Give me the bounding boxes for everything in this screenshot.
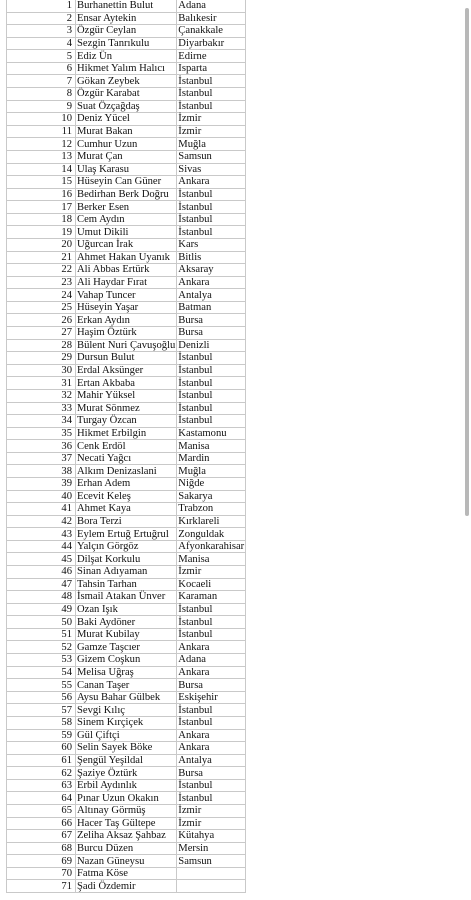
name-cell[interactable]: Cem Aydın xyxy=(76,213,177,226)
name-cell[interactable]: Alkım Denizaslani xyxy=(76,465,177,478)
table-row xyxy=(7,327,246,340)
table-row xyxy=(7,352,246,365)
name-cell[interactable]: Tahsin Tarhan xyxy=(76,578,177,591)
row-number-cell[interactable]: 19 xyxy=(7,226,76,239)
name-cell[interactable]: Ecevit Keleş xyxy=(76,490,177,503)
row-number-cell[interactable]: 26 xyxy=(7,314,76,327)
city-cell[interactable]: Bursa xyxy=(177,314,246,327)
city-cell[interactable]: Adana xyxy=(177,654,246,667)
name-cell[interactable]: Ulaş Karasu xyxy=(76,163,177,176)
name-cell[interactable]: Yalçın Görgöz xyxy=(76,540,177,553)
table-row xyxy=(7,377,246,390)
row-number-cell[interactable]: 24 xyxy=(7,289,76,302)
city-cell[interactable] xyxy=(177,867,246,880)
table-row xyxy=(7,238,246,251)
city-cell[interactable]: İstanbul xyxy=(177,628,246,641)
row-number-cell[interactable]: 44 xyxy=(7,540,76,553)
city-cell[interactable]: Muğla xyxy=(177,138,246,151)
city-cell[interactable]: Sivas xyxy=(177,163,246,176)
name-cell[interactable]: Cumhur Uzun xyxy=(76,138,177,151)
name-cell[interactable]: Umut Dikili xyxy=(76,226,177,239)
city-cell[interactable]: Kars xyxy=(177,238,246,251)
table-row xyxy=(7,25,246,38)
name-cell[interactable]: Şadi Özdemir xyxy=(76,880,177,893)
table-row xyxy=(7,477,246,490)
row-number-cell[interactable]: 9 xyxy=(7,100,76,113)
city-cell[interactable]: Manisa xyxy=(177,440,246,453)
name-cell[interactable]: Murat Sönmez xyxy=(76,402,177,415)
table-row xyxy=(7,100,246,113)
name-cell[interactable]: Eylem Ertuğ Ertuğrul xyxy=(76,528,177,541)
row-number-cell[interactable]: 47 xyxy=(7,578,76,591)
table-row xyxy=(7,553,246,566)
city-cell[interactable]: İzmir xyxy=(177,566,246,579)
row-number-cell[interactable]: 5 xyxy=(7,50,76,63)
row-number-cell[interactable]: 34 xyxy=(7,415,76,428)
table-row xyxy=(7,37,246,50)
table-row xyxy=(7,62,246,75)
table-row xyxy=(7,226,246,239)
row-number-cell[interactable]: 62 xyxy=(7,767,76,780)
name-cell[interactable]: Özgür Karabat xyxy=(76,88,177,101)
name-cell[interactable]: Necati Yağcı xyxy=(76,452,177,465)
city-cell[interactable]: İstanbul xyxy=(177,415,246,428)
city-cell[interactable]: Niğde xyxy=(177,477,246,490)
table-row xyxy=(7,566,246,579)
city-cell[interactable]: İstanbul xyxy=(177,704,246,717)
name-cell[interactable]: Sevgi Kılıç xyxy=(76,704,177,717)
row-number-cell[interactable]: 35 xyxy=(7,427,76,440)
name-cell[interactable]: Dilşat Korkulu xyxy=(76,553,177,566)
table-row xyxy=(7,125,246,138)
row-number-cell[interactable]: 57 xyxy=(7,704,76,717)
city-cell[interactable]: Bursa xyxy=(177,679,246,692)
table-row xyxy=(7,805,246,818)
table-row xyxy=(7,616,246,629)
name-cell[interactable]: Zeliha Aksaz Şahbaz xyxy=(76,830,177,843)
name-cell[interactable]: Murat Bakan xyxy=(76,125,177,138)
row-number-cell[interactable]: 12 xyxy=(7,138,76,151)
city-cell[interactable]: İstanbul xyxy=(177,201,246,214)
city-cell[interactable]: Ankara xyxy=(177,729,246,742)
row-number-cell[interactable]: 55 xyxy=(7,679,76,692)
name-cell[interactable]: Gamze Taşcıer xyxy=(76,641,177,654)
row-number-cell[interactable]: 64 xyxy=(7,792,76,805)
city-cell[interactable]: Mersin xyxy=(177,842,246,855)
table-row xyxy=(7,201,246,214)
table-row xyxy=(7,679,246,692)
name-cell[interactable]: Murat Kubilay xyxy=(76,628,177,641)
row-number-cell[interactable]: 33 xyxy=(7,402,76,415)
row-number-cell[interactable]: 20 xyxy=(7,238,76,251)
table-row xyxy=(7,691,246,704)
name-cell[interactable]: Burhanettin Bulut xyxy=(76,0,177,12)
name-cell[interactable]: Gizem Coşkun xyxy=(76,654,177,667)
name-cell[interactable]: Pınar Uzun Okakın xyxy=(76,792,177,805)
city-cell[interactable]: İstanbul xyxy=(177,226,246,239)
name-cell[interactable]: Hikmet Erbilgin xyxy=(76,427,177,440)
name-cell[interactable]: Haşim Öztürk xyxy=(76,327,177,340)
city-cell[interactable]: Ankara xyxy=(177,176,246,189)
city-cell[interactable]: Kocaeli xyxy=(177,578,246,591)
row-number-cell[interactable]: 69 xyxy=(7,855,76,868)
city-cell[interactable]: İstanbul xyxy=(177,88,246,101)
name-cell[interactable]: Şaziye Öztürk xyxy=(76,767,177,780)
city-cell[interactable]: Bursa xyxy=(177,327,246,340)
table-row xyxy=(7,113,246,126)
name-cell[interactable]: Erkan Aydın xyxy=(76,314,177,327)
name-cell[interactable]: Hüseyin Can Güner xyxy=(76,176,177,189)
city-cell[interactable]: Çanakkale xyxy=(177,25,246,38)
row-number-cell[interactable]: 27 xyxy=(7,327,76,340)
table-row xyxy=(7,75,246,88)
row-number-cell[interactable]: 58 xyxy=(7,716,76,729)
name-cell[interactable]: Ozan Işık xyxy=(76,603,177,616)
name-cell[interactable]: Baki Aydöner xyxy=(76,616,177,629)
table-row xyxy=(7,742,246,755)
name-cell[interactable]: Ahmet Hakan Uyanık xyxy=(76,251,177,264)
table-row xyxy=(7,188,246,201)
row-number-cell[interactable]: 43 xyxy=(7,528,76,541)
row-number-cell[interactable]: 3 xyxy=(7,25,76,38)
name-cell[interactable]: Özgür Ceylan xyxy=(76,25,177,38)
row-number-cell[interactable]: 10 xyxy=(7,113,76,126)
row-number-cell[interactable]: 63 xyxy=(7,779,76,792)
name-cell[interactable]: Ediz Ün xyxy=(76,50,177,63)
city-cell[interactable]: Samsun xyxy=(177,150,246,163)
city-cell[interactable]: Balıkesir xyxy=(177,12,246,25)
name-cell[interactable]: Fatma Köse xyxy=(76,867,177,880)
city-cell[interactable]: Trabzon xyxy=(177,503,246,516)
city-cell[interactable]: Bitlis xyxy=(177,251,246,264)
table-row xyxy=(7,264,246,277)
row-number-cell[interactable]: 36 xyxy=(7,440,76,453)
city-cell[interactable]: Ankara xyxy=(177,641,246,654)
table-row xyxy=(7,729,246,742)
name-cell[interactable]: Suat Özçağdaş xyxy=(76,100,177,113)
city-cell[interactable]: İstanbul xyxy=(177,616,246,629)
table-row xyxy=(7,754,246,767)
table-row xyxy=(7,641,246,654)
table-row xyxy=(7,666,246,679)
city-cell[interactable]: Kırklareli xyxy=(177,515,246,528)
name-cell[interactable]: Bülent Nuri Çavuşoğlu xyxy=(77,339,176,351)
table-row xyxy=(7,88,246,101)
row-number-cell[interactable]: 59 xyxy=(7,729,76,742)
city-cell[interactable]: İzmir xyxy=(177,817,246,830)
city-cell[interactable]: Antalya xyxy=(177,289,246,302)
row-number-cell[interactable]: 13 xyxy=(7,150,76,163)
row-number-cell[interactable]: 8 xyxy=(7,88,76,101)
name-cell[interactable]: Erhan Adem xyxy=(76,477,177,490)
row-number-cell[interactable]: 66 xyxy=(7,817,76,830)
row-number-cell[interactable]: 40 xyxy=(7,490,76,503)
table-row xyxy=(7,50,246,63)
city-cell[interactable]: Diyarbakır xyxy=(177,37,246,50)
city-cell[interactable]: İstanbul xyxy=(177,792,246,805)
city-cell[interactable] xyxy=(177,880,246,893)
row-number-cell[interactable]: 37 xyxy=(7,452,76,465)
row-number-cell[interactable]: 31 xyxy=(7,377,76,390)
name-cell[interactable]: Bora Terzi xyxy=(76,515,177,528)
city-cell[interactable]: Ankara xyxy=(177,276,246,289)
row-number-cell[interactable]: 22 xyxy=(7,264,76,277)
row-number-cell[interactable]: 65 xyxy=(7,805,76,818)
city-cell[interactable]: İstanbul xyxy=(177,377,246,390)
table-row xyxy=(7,578,246,591)
name-cell[interactable]: Erdal Aksünger xyxy=(76,364,177,377)
vertical-scrollbar[interactable] xyxy=(465,0,469,900)
table-row xyxy=(7,301,246,314)
city-cell[interactable]: Kastamonu xyxy=(177,427,246,440)
city-cell[interactable]: Ankara xyxy=(177,742,246,755)
row-number-cell[interactable]: 1 xyxy=(7,0,76,12)
row-number-cell[interactable]: 67 xyxy=(7,830,76,843)
row-number-cell[interactable]: 54 xyxy=(7,666,76,679)
row-number-cell[interactable]: 6 xyxy=(7,62,76,75)
table-row xyxy=(7,339,246,352)
row-number-cell[interactable]: 51 xyxy=(7,628,76,641)
row-number-cell[interactable]: 48 xyxy=(7,591,76,604)
city-cell[interactable]: İstanbul xyxy=(177,389,246,402)
row-number-cell[interactable]: 7 xyxy=(7,75,76,88)
row-number-cell[interactable]: 46 xyxy=(7,566,76,579)
city-cell[interactable]: Zonguldak xyxy=(177,528,246,541)
name-cell[interactable]: Hüseyin Yaşar xyxy=(76,301,177,314)
row-number-cell[interactable]: 30 xyxy=(7,364,76,377)
row-number-cell[interactable]: 11 xyxy=(7,125,76,138)
name-cell[interactable]: Sinem Kırçiçek xyxy=(76,716,177,729)
row-number-cell[interactable]: 4 xyxy=(7,37,76,50)
city-cell[interactable]: İstanbul xyxy=(177,213,246,226)
city-cell[interactable]: İstanbul xyxy=(177,402,246,415)
city-cell[interactable]: İzmir xyxy=(177,125,246,138)
name-cell[interactable]: Şengül Yeşildal xyxy=(76,754,177,767)
row-number-cell[interactable]: 68 xyxy=(7,842,76,855)
table-row xyxy=(7,515,246,528)
city-cell[interactable]: İstanbul xyxy=(177,75,246,88)
city-cell[interactable]: Sakarya xyxy=(177,490,246,503)
table-row xyxy=(7,314,246,327)
row-number-cell[interactable]: 60 xyxy=(7,742,76,755)
name-cell[interactable]: Uğurcan İrak xyxy=(76,238,177,251)
table-row xyxy=(7,213,246,226)
row-number-cell[interactable]: 23 xyxy=(7,276,76,289)
row-number-cell[interactable]: 45 xyxy=(7,553,76,566)
name-cell[interactable]: Dursun Bulut xyxy=(76,352,177,365)
name-cell[interactable]: Mahir Yüksel xyxy=(76,389,177,402)
table-row xyxy=(7,767,246,780)
city-cell[interactable]: Muğla xyxy=(177,465,246,478)
table-row xyxy=(7,867,246,880)
row-number-cell[interactable]: 50 xyxy=(7,616,76,629)
table-row xyxy=(7,276,246,289)
table-row xyxy=(7,591,246,604)
table-row xyxy=(7,251,246,264)
table-row xyxy=(7,415,246,428)
city-cell[interactable]: Antalya xyxy=(177,754,246,767)
table-row xyxy=(7,440,246,453)
row-number-cell[interactable]: 28 xyxy=(7,339,76,352)
table-row xyxy=(7,389,246,402)
table-row xyxy=(7,427,246,440)
row-number-cell[interactable]: 61 xyxy=(7,754,76,767)
city-cell[interactable]: İstanbul xyxy=(177,100,246,113)
table-row xyxy=(7,603,246,616)
name-cell[interactable]: Murat Çan xyxy=(76,150,177,163)
city-cell[interactable]: İstanbul xyxy=(177,779,246,792)
table-row xyxy=(7,716,246,729)
name-cell[interactable]: Burcu Düzen xyxy=(76,842,177,855)
name-cell[interactable]: Gül Çiftçi xyxy=(76,729,177,742)
table-row xyxy=(7,855,246,868)
name-cell[interactable]: Cenk Erdöl xyxy=(76,440,177,453)
name-cell[interactable]: Sezgin Tanrıkulu xyxy=(76,37,177,50)
city-cell[interactable]: İzmir xyxy=(177,113,246,126)
name-cell[interactable]: Sinan Adıyaman xyxy=(76,566,177,579)
name-cell[interactable]: Ali Haydar Fırat xyxy=(76,276,177,289)
city-cell[interactable]: İstanbul xyxy=(177,716,246,729)
name-list-table xyxy=(6,0,246,893)
name-cell[interactable]: Bedirhan Berk Doğru xyxy=(76,188,177,201)
city-cell[interactable]: İstanbul xyxy=(177,603,246,616)
table-row xyxy=(7,0,246,12)
city-cell[interactable]: İstanbul xyxy=(177,352,246,365)
table-row xyxy=(7,503,246,516)
city-cell[interactable]: Aksaray xyxy=(177,264,246,277)
table-row xyxy=(7,704,246,717)
city-cell[interactable]: İstanbul xyxy=(177,364,246,377)
table-row xyxy=(7,12,246,25)
name-cell[interactable]: Berker Esen xyxy=(76,201,177,214)
row-number-cell[interactable]: 53 xyxy=(7,654,76,667)
row-number-cell[interactable]: 39 xyxy=(7,477,76,490)
table-row xyxy=(7,402,246,415)
name-cell[interactable]: Erbil Aydınlık xyxy=(76,779,177,792)
name-cell[interactable]: Hikmet Yalım Halıcı xyxy=(76,62,177,75)
row-number-cell[interactable]: 70 xyxy=(7,867,76,880)
name-cell[interactable]: Vahap Tuncer xyxy=(76,289,177,302)
table-row xyxy=(7,817,246,830)
city-cell[interactable]: Edirne xyxy=(177,50,246,63)
name-cell[interactable]: Ensar Aytekin xyxy=(76,12,177,25)
city-cell[interactable]: Bursa xyxy=(177,767,246,780)
city-cell[interactable]: Isparta xyxy=(177,62,246,75)
row-number-cell[interactable]: 38 xyxy=(7,465,76,478)
table-row xyxy=(7,289,246,302)
name-cell[interactable]: Selin Sayek Böke xyxy=(76,742,177,755)
scrollbar-thumb[interactable] xyxy=(465,8,469,516)
name-cell[interactable]: Hacer Taş Gültepe xyxy=(76,817,177,830)
name-cell[interactable]: Aysu Bahar Gülbek xyxy=(76,691,177,704)
name-cell[interactable]: Gökan Zeybek xyxy=(76,75,177,88)
row-number-cell[interactable]: 17 xyxy=(7,201,76,214)
name-cell[interactable]: Melisa Uğraş xyxy=(76,666,177,679)
row-number-cell[interactable]: 32 xyxy=(7,389,76,402)
city-cell[interactable]: Manisa xyxy=(177,553,246,566)
table-row xyxy=(7,540,246,553)
row-number-cell[interactable]: 15 xyxy=(7,176,76,189)
table-row xyxy=(7,880,246,893)
row-number-cell[interactable]: 16 xyxy=(7,188,76,201)
name-cell[interactable]: Deniz Yücel xyxy=(76,113,177,126)
name-cell[interactable]: Ali Abbas Ertürk xyxy=(76,264,177,277)
table-row xyxy=(7,528,246,541)
row-number-cell[interactable]: 42 xyxy=(7,515,76,528)
table-row xyxy=(7,779,246,792)
row-number-cell[interactable]: 29 xyxy=(7,352,76,365)
table-row xyxy=(7,176,246,189)
table-row xyxy=(7,163,246,176)
city-cell[interactable]: Samsun xyxy=(177,855,246,868)
row-number-cell[interactable]: 56 xyxy=(7,691,76,704)
row-number-cell[interactable]: 52 xyxy=(7,641,76,654)
table-row xyxy=(7,792,246,805)
name-cell[interactable]: Ertan Akbaba xyxy=(76,377,177,390)
row-number-cell[interactable]: 21 xyxy=(7,251,76,264)
city-cell[interactable]: Mardin xyxy=(177,452,246,465)
table-row xyxy=(7,364,246,377)
name-cell[interactable]: Nazan Güneysu xyxy=(76,855,177,868)
table-row xyxy=(7,452,246,465)
table-row xyxy=(7,628,246,641)
row-number-cell[interactable]: 41 xyxy=(7,503,76,516)
table-row xyxy=(7,150,246,163)
table-row xyxy=(7,490,246,503)
row-number-cell[interactable]: 18 xyxy=(7,213,76,226)
city-cell[interactable]: Batman xyxy=(177,301,246,314)
city-cell[interactable]: Karaman xyxy=(177,591,246,604)
row-number-cell[interactable]: 2 xyxy=(7,12,76,25)
table-row xyxy=(7,465,246,478)
table-row xyxy=(7,830,246,843)
name-cell[interactable]: İsmail Atakan Ünver xyxy=(76,591,177,604)
table-row xyxy=(7,138,246,151)
name-cell[interactable]: Altınay Görmüş xyxy=(76,805,177,818)
table-row xyxy=(7,654,246,667)
name-cell[interactable]: Ahmet Kaya xyxy=(76,503,177,516)
city-cell[interactable]: Denizli xyxy=(177,339,246,352)
table-row xyxy=(7,842,246,855)
city-cell[interactable]: Eskişehir xyxy=(177,691,246,704)
row-number-cell[interactable]: 71 xyxy=(7,880,76,893)
row-number-cell[interactable]: 14 xyxy=(7,163,76,176)
row-number-cell[interactable]: 25 xyxy=(7,301,76,314)
row-number-cell[interactable]: 49 xyxy=(7,603,76,616)
city-cell[interactable]: İstanbul xyxy=(177,188,246,201)
name-cell[interactable]: Turgay Özcan xyxy=(76,415,177,428)
name-cell[interactable]: Canan Taşer xyxy=(76,679,177,692)
city-cell[interactable]: İzmir xyxy=(177,805,246,818)
name-list-body xyxy=(7,0,246,893)
city-cell[interactable]: Kütahya xyxy=(177,830,246,843)
city-cell[interactable]: Ankara xyxy=(177,666,246,679)
city-cell[interactable]: Afyonkarahisar xyxy=(178,541,245,553)
city-cell[interactable]: Adana xyxy=(177,0,246,12)
